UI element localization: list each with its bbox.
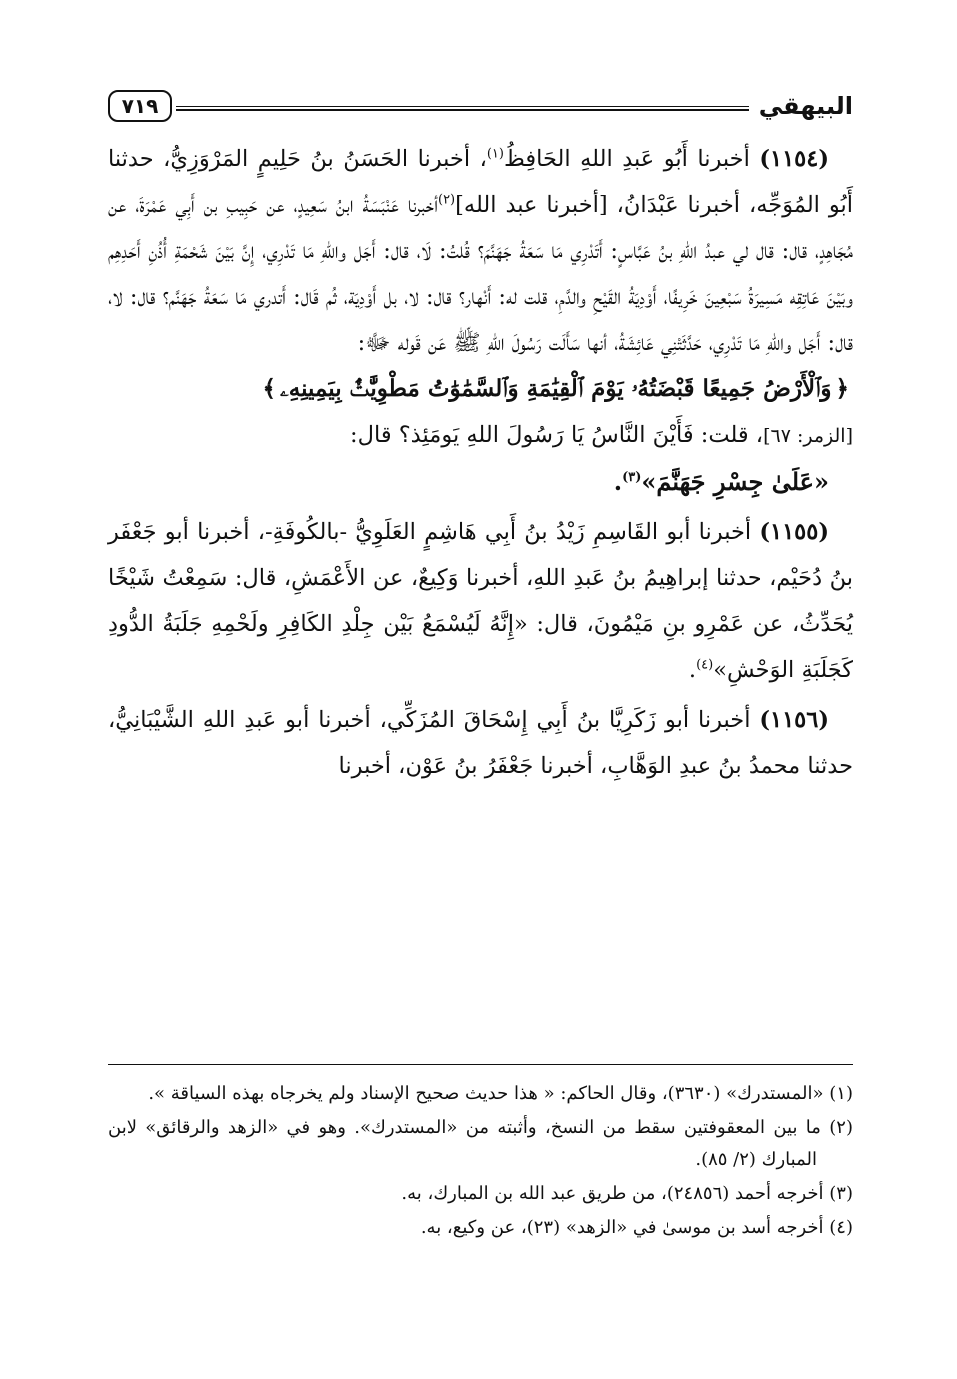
sentence-end: . xyxy=(688,657,697,683)
page-number: ٧١٩ xyxy=(108,90,172,122)
footnote-3 xyxy=(108,1178,853,1210)
paragraph-1155 xyxy=(108,509,853,693)
footnote-ref: (٤) xyxy=(696,657,714,673)
footnote-ref: (١) xyxy=(486,146,504,162)
footnote-ref: (٣) xyxy=(622,470,642,485)
paragraph-text: أخبرنا أبو زَكَرِيَّا بنُ أَبِي إِسْحَاقَ المُزَكِّي، أخبرنا أبو عَبدِ اللهِ الشَّيْبَانِيُّ، حدثنا محمدُ بنُ عبدِ الوَهَّابِ، أخبرنا جَعْفَرُ بنُ عَوْن، أخبرنا xyxy=(108,707,853,779)
footnote-marker: (٣) xyxy=(829,1183,853,1204)
quran-close-bracket: ﴾ xyxy=(262,375,276,402)
footnote-text: أخرجه أسد بن موسىٰ في «الزهد» (٢٣)، عن وكيع، به. xyxy=(420,1217,824,1238)
paragraph-text: ، أخبرنا الحَسَنُ بنُ حَلِيمٍ المَرْوَزِيُّ، حدثنا أَبُو المُوَجِّه، أخبرنا عَبْدَانُ، [أخبرنا عبد الله] xyxy=(108,146,853,218)
footnote-4 xyxy=(108,1212,853,1244)
footnote-2 xyxy=(108,1112,853,1176)
paragraph-text: أخبرنا عَنْبَسَةُ ابنُ سَعِيدٍ، عن حَبِيبِ بن أَبِي عَمْرَةَ، عن مُجَاهِدٍ، قال: قال لي عبدُ اللهِ بنُ عَبَّاسٍ: أَتَدْرِي مَا سَعَةُ جَهَنَّمَ؟ قُلتُ: لَا، قال: أَجَل واللهِ مَا تَدْرِي، إِنَّ بَيْنَ شَحْمَةِ أُذُنِ أَحَدِهِم وبَيْنَ عَاتِقِه مَسِيرَةُ سَبْعِينَ خَرِيفًا، أَوْدِيَةُ القَيْحِ والدَّمِ، قلت له: أَنْهار؟ قال: لا، بل أَوْدِيَة، ثُم قَال: أَتدري مَا سَعَةُ جَهَنَّم؟ قال: لا، قال: أَجَل واللهِ مَا تَدْرِي، حَدَّثَتْنِي عَائِشَةُ، أنها سَأَلَت رَسُولَ اللهِ ﷺ عَن قَوله ﷻ: xyxy=(108,192,853,356)
paragraph-text: أخبرنا أبو القَاسِمِ زَيْدُ بنُ أَبِي هَاشِمٍ العَلَوِيُّ -بالكُوفَةِ-، أخبرنا أبو جَعْفَر بنُ دُحَيْم، حدثنا إبراهِيمُ بنُ عَبدِ اللهِ، أخبرنا وَكِيعٌ، عن الأَعْمَشِ، قال: سَمِعْتُ شَيْخًا يُحَدِّثُ، عن عَمْرِو بنِ مَيْمُونَ، قال: «إِنَّهُ لَيُسْمَعُ بَيْن جِلْدِ الكَافِرِ ولَحْمِهِ جَلَبَةُ الدُّودِ كَجَلَبَةِ الوَحْشِ» xyxy=(108,519,853,683)
hadith-number: (١١٥٥) xyxy=(759,519,829,545)
quran-verse xyxy=(108,366,853,412)
footnote-marker: (٢) xyxy=(829,1117,853,1138)
header-rule xyxy=(176,106,749,111)
footnote-marker: (١) xyxy=(829,1083,853,1104)
page-header xyxy=(108,82,853,130)
running-title: البيهقي xyxy=(758,92,853,120)
quran-open-bracket: ﴿ xyxy=(835,375,849,402)
main-text xyxy=(108,136,853,789)
hadith-number: (١١٥٦) xyxy=(759,707,829,733)
paragraph-1156 xyxy=(108,697,853,789)
book-page xyxy=(108,82,853,1332)
paragraph-text: ، قلت: فَأَيْنَ النَّاسُ يَا رَسُولَ اللهِ يَومَئِذ؟ قال: xyxy=(350,422,764,448)
quran-verse-text: وَٱلْأَرْضُ جَمِيعًا قَبْضَتُهُۥ يَوْمَ ٱلْقِيَٰمَةِ وَٱلسَّمَٰوَٰتُ مَطْوِيَّٰتٌۢ بِيَمِينِهِۦ xyxy=(280,375,832,402)
hadith-quote-text: «عَلَىٰ جِسْرِ جَهَنَّمَ» xyxy=(641,467,829,496)
paragraph-1154 xyxy=(108,136,853,505)
footnote-marker: (٤) xyxy=(829,1217,853,1238)
footnote-1 xyxy=(108,1078,853,1110)
footnotes xyxy=(108,1078,853,1246)
footnote-ref: (٢) xyxy=(437,192,456,208)
hadith-quote xyxy=(108,459,853,505)
footnote-text: أخرجه أحمد (٢٤٨٥٦)، من طريق عبد الله بن المبارك، به. xyxy=(401,1183,824,1204)
paragraph-text: أخبرنا أَبُو عَبدِ اللهِ الحَافِظُ xyxy=(503,146,760,172)
footnote-separator xyxy=(108,1064,853,1065)
footnote-text: «المستدرك» (٣٦٣٠)، وقال الحاكم: « هذا حديث صحيح الإسناد ولم يخرجاه بهذه السياقة ». xyxy=(148,1083,824,1104)
sentence-end: . xyxy=(613,467,623,496)
hadith-number: (١١٥٤) xyxy=(759,146,829,172)
verse-reference: [الزمر: ٦٧] xyxy=(763,425,853,447)
footnote-text: ما بين المعقوفتين سقط من النسخ، وأثبته من «المستدرك». وهو في «الزهد والرقائق» لابن المبارك (٢/ ٨٥). xyxy=(108,1117,821,1170)
